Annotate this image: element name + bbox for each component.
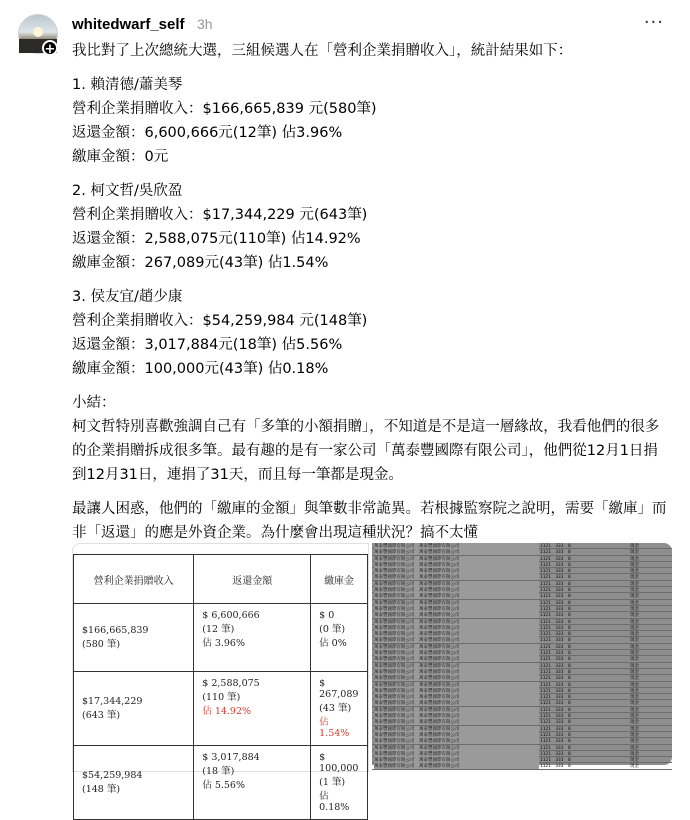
ledger-status: 現金 xyxy=(630,638,639,644)
group-1-title: 1. 賴清德/蕭美琴 xyxy=(72,77,183,93)
post-body xyxy=(72,39,672,545)
cell-income: $166,665,839 xyxy=(82,625,149,636)
summary-label: 小結： xyxy=(72,395,116,411)
ledger-status: 現金 xyxy=(630,676,639,682)
table-cell xyxy=(194,604,311,672)
cell-refund-pct: 佔 3.96% xyxy=(202,638,245,649)
ledger-date-amount: 1121 333 0 xyxy=(540,739,571,745)
cell-treasury-pct: 佔 0% xyxy=(319,638,347,649)
table-cell xyxy=(194,672,311,746)
ledger-status: 現金 xyxy=(630,550,639,556)
ledger-company: 萬泰豐國際有限公司 萬泰豐國際有限公司 xyxy=(374,700,539,706)
ledger-date-amount: 1121 333 0 xyxy=(540,695,571,701)
ledger-company: 萬泰豐國際有限公司 萬泰豐國際有限公司 xyxy=(374,612,539,618)
ledger-company: 萬泰豐國際有限公司 萬泰豐國際有限公司 xyxy=(374,694,539,700)
table-image[interactable] xyxy=(72,543,369,813)
ledger-date-amount: 1121 333 0 xyxy=(540,758,571,764)
ledger-status: 現金 xyxy=(630,701,639,707)
ledger-date-amount: 1121 333 0 xyxy=(540,556,571,562)
ledger-date-amount: 1121 333 0 xyxy=(540,625,571,631)
ledger-status: 現金 xyxy=(630,594,639,600)
ledger-status: 現金 xyxy=(630,644,639,650)
ledger-company: 萬泰豐國際有限公司 萬泰豐國際有限公司 xyxy=(374,625,539,631)
table-header-treasury: 繳庫金 xyxy=(311,555,368,604)
ledger-status: 現金 xyxy=(630,682,639,688)
ledger-status: 現金 xyxy=(630,688,639,694)
cell-treasury: $ 0 xyxy=(319,610,335,621)
group-3-title: 3. 侯友宜/趙少康 xyxy=(72,289,183,305)
username-link[interactable]: whitedwarf_self xyxy=(72,16,185,33)
ledger-status: 現金 xyxy=(630,575,639,581)
ledger-status: 現金 xyxy=(630,544,639,549)
group-1-income: 營利企業捐贈收入：$166,665,839 元(580筆) xyxy=(72,101,377,117)
ledger-date-amount: 1121 333 0 xyxy=(540,575,571,581)
ledger-company: 萬泰豐國際有限公司 萬泰豐國際有限公司 xyxy=(374,738,539,744)
ledger-status: 現金 xyxy=(630,745,639,751)
ledger-date-amount: 1121 333 0 xyxy=(540,669,571,675)
cell-treasury-pct-highlight: 佔 1.54% xyxy=(319,717,350,739)
group-2-treasury: 繳庫金額：267,089元(43筆) 佔1.54% xyxy=(72,255,329,271)
table-cell xyxy=(194,746,311,820)
ledger-company: 萬泰豐國際有限公司 萬泰豐國際有限公司 xyxy=(374,726,539,732)
ledger-company: 萬泰豐國際有限公司 萬泰豐國際有限公司 xyxy=(374,644,539,650)
group-1-refund: 返還金額：6,600,666元(12筆) 佔3.96% xyxy=(72,125,343,141)
table-cell xyxy=(311,604,368,672)
table-cell xyxy=(74,672,194,746)
ledger-status: 現金 xyxy=(630,758,639,764)
table-header-refund: 返還金額 xyxy=(194,555,311,604)
ledger-date-amount: 1121 333 0 xyxy=(540,663,571,669)
ledger-date-amount: 1121 333 0 xyxy=(540,632,571,638)
ledger-status: 現金 xyxy=(630,606,639,612)
ledger-company: 萬泰豐國際有限公司 萬泰豐國際有限公司 xyxy=(374,745,539,751)
cell-refund-pct-highlight: 佔 14.92% xyxy=(202,706,252,717)
ledger-company: 萬泰豐國際有限公司 萬泰豐國際有限公司 xyxy=(374,707,539,713)
ledger-company: 萬泰豐國際有限公司 萬泰豐國際有限公司 xyxy=(374,549,539,555)
ledger-company: 萬泰豐國際有限公司 萬泰豐國際有限公司 xyxy=(374,556,539,562)
final-text: 最讓人困惑，他們的「繳庫的金額」與筆數非常詭異。若根據監察院之說明，需要「繳庫」而非「返還」的應是外資企業。為什麼會出現這種狀況？搞不太懂 xyxy=(72,501,667,541)
ledger-company: 萬泰豐國際有限公司 萬泰豐國際有限公司 xyxy=(374,757,539,763)
ledger-company: 萬泰豐國際有限公司 萬泰豐國際有限公司 xyxy=(374,763,539,769)
group-3-refund: 返還金額：3,017,884元(18筆) 佔5.56% xyxy=(72,337,343,353)
cell-income-count: (580 筆) xyxy=(82,639,121,650)
cell-income-count: (148 筆) xyxy=(82,784,121,795)
ledger-date-amount: 1121 333 0 xyxy=(540,638,571,644)
ledger-date-amount: 1121 333 0 xyxy=(540,550,571,556)
avatar-sun xyxy=(33,27,43,37)
ledger-status: 現金 xyxy=(630,726,639,732)
cell-treasury-count: (43 筆) xyxy=(319,703,352,714)
group-2-refund: 返還金額：2,588,075元(110筆) 佔14.92% xyxy=(72,231,361,247)
ledger-date-amount: 1121 333 0 xyxy=(540,726,571,732)
ledger-company: 萬泰豐國際有限公司 萬泰豐國際有限公司 xyxy=(374,669,539,675)
ledger-date-amount: 1121 333 0 xyxy=(540,701,571,707)
ledger-company: 萬泰豐國際有限公司 萬泰豐國際有限公司 xyxy=(374,688,539,694)
cell-income-count: (643 筆) xyxy=(82,710,121,721)
ledger-status: 現金 xyxy=(630,569,639,575)
ledger-date-amount: 1121 333 0 xyxy=(540,594,571,600)
ledger-image[interactable] xyxy=(372,543,672,770)
ledger-company: 萬泰豐國際有限公司 萬泰豐國際有限公司 xyxy=(374,619,539,625)
ledger-company: 萬泰豐國際有限公司 萬泰豐國際有限公司 xyxy=(374,675,539,681)
intro-text: 我比對了上次總統大選，三組候選人在「營利企業捐贈收入」，統計結果如下： xyxy=(72,43,573,59)
ledger-company: 萬泰豐國際有限公司 萬泰豐國際有限公司 xyxy=(374,719,539,725)
ledger-company: 萬泰豐國際有限公司 萬泰豐國際有限公司 xyxy=(374,587,539,593)
ledger-status: 現金 xyxy=(630,669,639,675)
ledger-date-amount: 1121 333 0 xyxy=(540,751,571,757)
table-cell xyxy=(311,746,368,820)
ledger-status: 現金 xyxy=(630,619,639,625)
cell-refund: $ 2,588,075 xyxy=(202,678,260,689)
ledger-company: 萬泰豐國際有限公司 萬泰豐國際有限公司 xyxy=(374,663,539,669)
cell-income: $17,344,229 xyxy=(82,696,143,707)
post-header xyxy=(72,16,213,36)
group-2-income: 營利企業捐贈收入：$17,344,229 元(643筆) xyxy=(72,207,368,223)
cell-treasury-count: (1 筆) xyxy=(319,777,346,788)
ledger-date-amount: 1121 333 0 xyxy=(540,619,571,625)
cell-refund-count: (12 筆) xyxy=(202,624,235,635)
cell-refund-pct: 佔 5.56% xyxy=(202,780,245,791)
ledger-company: 萬泰豐國際有限公司 萬泰豐國際有限公司 xyxy=(374,574,539,580)
donation-table xyxy=(73,554,368,820)
group-1-treasury: 繳庫金額：0元 xyxy=(72,149,169,165)
group-2-title: 2. 柯文哲/吳欣盈 xyxy=(72,183,183,199)
ledger-company: 萬泰豐國際有限公司 萬泰豐國際有限公司 xyxy=(374,656,539,662)
ledger-status: 現金 xyxy=(630,695,639,701)
ledger-date-amount: 1121 333 0 xyxy=(540,644,571,650)
more-options-icon[interactable]: ··· xyxy=(643,12,664,33)
ledger-status: 現金 xyxy=(630,556,639,562)
ledger-company: 萬泰豐國際有限公司 萬泰豐國際有限公司 xyxy=(374,751,539,757)
ledger-date-amount: 1121 333 0 xyxy=(540,581,571,587)
ledger-status: 現金 xyxy=(630,613,639,619)
ledger-date-amount: 1121 333 0 xyxy=(540,613,571,619)
ledger-row xyxy=(372,763,672,769)
ledger-date-amount: 1121 333 0 xyxy=(540,651,571,657)
ledger-company: 萬泰豐國際有限公司 萬泰豐國際有限公司 xyxy=(374,650,539,656)
ledger-status: 現金 xyxy=(630,751,639,757)
ledger-status: 現金 xyxy=(630,707,639,713)
cell-refund: $ 3,017,884 xyxy=(202,752,260,763)
ledger-status: 現金 xyxy=(630,562,639,568)
ledger-date-amount: 1121 333 0 xyxy=(540,588,571,594)
follow-plus-icon[interactable]: + xyxy=(42,40,58,56)
ledger-company: 萬泰豐國際有限公司 萬泰豐國際有限公司 xyxy=(374,631,539,637)
table-cell xyxy=(74,746,194,820)
cell-treasury-pct: 佔 0.18% xyxy=(319,791,350,813)
ledger-status: 現金 xyxy=(630,600,639,606)
cell-treasury: $ 100,000 xyxy=(319,752,359,774)
ledger-date-amount: 1121 333 0 xyxy=(540,676,571,682)
table-header-income: 營利企業捐贈收入 xyxy=(74,555,194,604)
table-cell xyxy=(311,672,368,746)
cell-treasury: $ 267,089 xyxy=(319,678,359,700)
ledger-status: 現金 xyxy=(630,632,639,638)
ledger-date-amount: 1121 333 0 xyxy=(540,745,571,751)
ledger-date-amount: 1121 333 0 xyxy=(540,682,571,688)
ledger-date-amount: 1121 333 0 xyxy=(540,688,571,694)
ledger-company: 萬泰豐國際有限公司 萬泰豐國際有限公司 xyxy=(374,637,539,643)
post-time[interactable]: 3h xyxy=(196,16,213,32)
ledger-company: 萬泰豐國際有限公司 萬泰豐國際有限公司 xyxy=(374,581,539,587)
ledger-date-amount: 1121 333 0 xyxy=(540,606,571,612)
ledger-status: 現金 xyxy=(630,764,639,770)
ledger-company: 萬泰豐國際有限公司 萬泰豐國際有限公司 xyxy=(374,568,539,574)
ledger-date-amount: 1121 333 0 xyxy=(540,732,571,738)
ledger-status: 現金 xyxy=(630,663,639,669)
table-cell xyxy=(74,604,194,672)
ledger-date-amount: 1121 333 0 xyxy=(540,714,571,720)
ledger-rows xyxy=(372,543,672,770)
ledger-company: 萬泰豐國際有限公司 萬泰豐國際有限公司 xyxy=(374,713,539,719)
group-3-treasury: 繳庫金額：100,000元(43筆) 佔0.18% xyxy=(72,361,329,377)
ledger-company: 萬泰豐國際有限公司 萬泰豐國際有限公司 xyxy=(374,600,539,606)
ledger-status: 現金 xyxy=(630,651,639,657)
ledger-date-amount: 1121 333 0 xyxy=(540,562,571,568)
ledger-status: 現金 xyxy=(630,732,639,738)
ledger-date-amount: 1121 333 0 xyxy=(540,600,571,606)
cell-treasury-count: (0 筆) xyxy=(319,624,346,635)
ledger-company: 萬泰豐國際有限公司 萬泰豐國際有限公司 xyxy=(374,562,539,568)
ledger-date-amount: 1121 333 0 xyxy=(540,764,571,770)
ledger-date-amount: 1121 333 0 xyxy=(540,720,571,726)
ledger-status: 現金 xyxy=(630,581,639,587)
cell-refund: $ 6,600,666 xyxy=(202,610,260,621)
group-3-income: 營利企業捐贈收入：$54,259,984 元(148筆) xyxy=(72,313,368,329)
ledger-date-amount: 1121 333 0 xyxy=(540,657,571,663)
ledger-status: 現金 xyxy=(630,657,639,663)
ledger-status: 現金 xyxy=(630,739,639,745)
cell-refund-count: (18 筆) xyxy=(202,766,235,777)
ledger-company: 萬泰豐國際有限公司 萬泰豐國際有限公司 xyxy=(374,732,539,738)
ledger-company: 萬泰豐國際有限公司 萬泰豐國際有限公司 xyxy=(374,682,539,688)
ledger-company: 萬泰豐國際有限公司 萬泰豐國際有限公司 xyxy=(374,593,539,599)
cell-income: $54,259,984 xyxy=(82,770,143,781)
ledger-date-amount: 1121 333 0 xyxy=(540,707,571,713)
ledger-company: 萬泰豐國際有限公司 萬泰豐國際有限公司 xyxy=(374,543,539,549)
ledger-status: 現金 xyxy=(630,720,639,726)
ledger-status: 現金 xyxy=(630,625,639,631)
ledger-date-amount: 1121 333 0 xyxy=(540,544,571,549)
avatar[interactable] xyxy=(18,14,58,57)
ledger-status: 現金 xyxy=(630,714,639,720)
cell-refund-count: (110 筆) xyxy=(202,692,241,703)
ledger-status: 現金 xyxy=(630,588,639,594)
summary-text: 柯文哲特別喜歡強調自己有「多筆的小額捐贈」，不知道是不是這一層緣故，我看他們的很多的企業捐贈拆成很多筆。最有趣的是有一家公司「萬泰豐國際有限公司」，他們從12月1日捐到12月31日，連捐了31天，而且每一筆都是現金。 xyxy=(72,419,660,483)
ledger-company: 萬泰豐國際有限公司 萬泰豐國際有限公司 xyxy=(374,606,539,612)
ledger-date-amount: 1121 333 0 xyxy=(540,569,571,575)
